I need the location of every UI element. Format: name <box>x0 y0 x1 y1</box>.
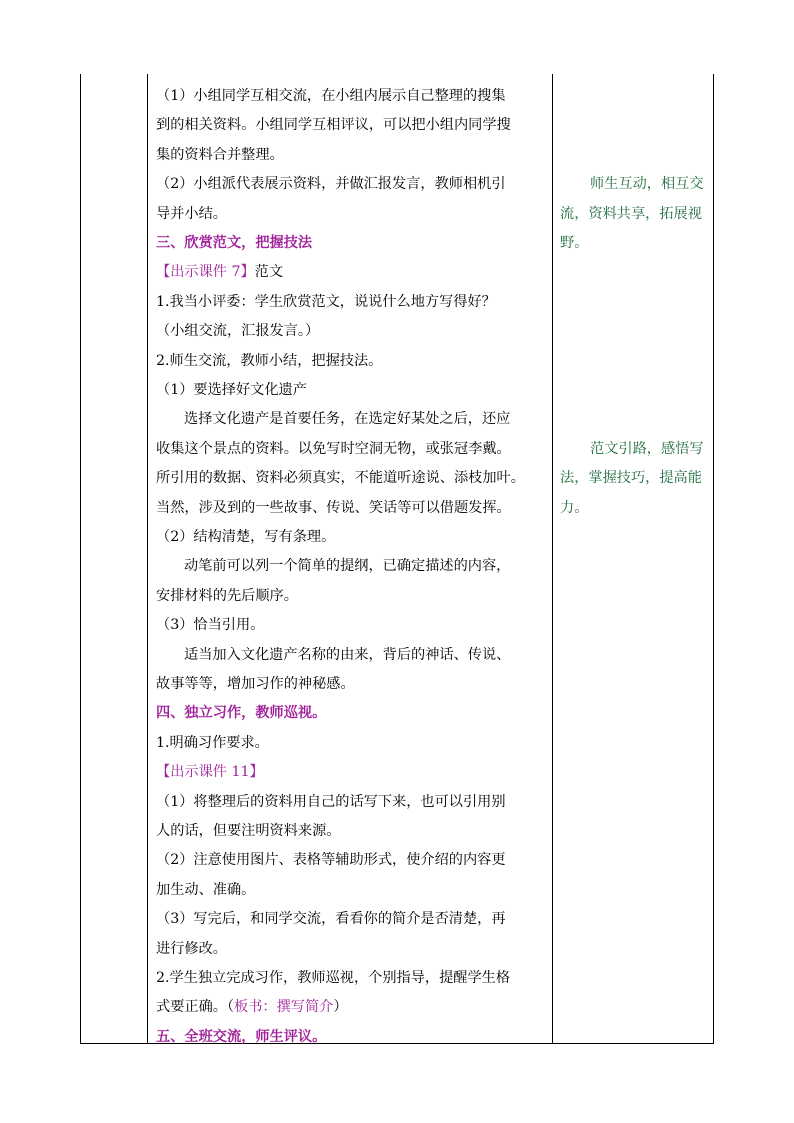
section-heading: 五、全班交流，师生评议。 <box>156 1028 327 1045</box>
text-line: 进行修改。 <box>156 940 227 957</box>
design-intent-note: 流，资料共享，拓展视 <box>560 205 702 222</box>
text-line: （小组交流，汇报发言。） <box>156 323 320 340</box>
text-line: 收集这个景点的资料。以免写时空洞无物，或张冠李戴。 <box>156 440 511 457</box>
table-border-col2 <box>552 74 553 1044</box>
design-intent-note: 范文引路，感悟写 <box>590 440 704 457</box>
text-line: 故事等等，增加习作的神秘感。 <box>156 676 355 692</box>
text-span: 板书：撰写简介 <box>234 999 334 1016</box>
text-line <box>156 762 264 782</box>
lesson-plan-table <box>80 74 713 1044</box>
text-line <box>156 997 348 1017</box>
text-span: 【出示课件 7】 <box>156 264 255 281</box>
design-intent-note: 法，掌握技巧，提高能 <box>560 470 702 487</box>
text-line: 2.学生独立完成习作，教师巡视，个别指导，提醒学生格 <box>156 970 511 986</box>
text-span: 范文 <box>254 264 284 281</box>
table-border-left <box>80 74 81 1044</box>
text-line: 2.师生交流，教师小结，把握技法。 <box>156 352 383 369</box>
design-intent-note: 力。 <box>560 499 589 516</box>
text-line: 人的话，但要注明资料来源。 <box>156 823 341 839</box>
text-line: 适当加入文化遗产名称的由来，背后的神话、传说、 <box>184 646 511 663</box>
text-line: 导并小结。 <box>156 205 227 222</box>
text-line: 动笔前可以列一个简单的提纲，已确定描述的内容， <box>184 558 511 575</box>
text-line: （1）要选择好文化遗产 <box>156 382 307 398</box>
table-border-right <box>713 74 714 1044</box>
text-line: 1.我当小评委：学生欣赏范文，说说什么地方写得好？ <box>156 293 496 310</box>
text-span: ） <box>333 999 348 1016</box>
text-line: 集的资料合并整理。 <box>156 146 284 163</box>
section-heading: 四、独立习作，教师巡视。 <box>156 705 327 722</box>
text-line: （2）小组派代表展示资料，并做汇报发言，教师相机引 <box>156 176 506 193</box>
text-line: 当然，涉及到的一些故事、传说、笑话等可以借题发挥。 <box>156 499 511 516</box>
text-span: 式要正确。（ <box>156 999 235 1016</box>
text-line: 1.明确习作要求。 <box>156 734 269 751</box>
text-line: （3）写完后，和同学交流，看看你的简介是否清楚，再 <box>156 911 506 928</box>
text-line: 加生动、准确。 <box>156 881 256 898</box>
text-line: 到的相关资料。小组同学互相评议，可以把小组内同学搜 <box>156 117 511 134</box>
text-line: （1）小组同学互相交流，在小组内展示自己整理的搜集 <box>156 88 506 104</box>
text-line: 所引用的数据、资料必须真实，不能道听途说、添枝加叶。 <box>156 470 525 487</box>
text-line: 选择文化遗产是首要任务，在选定好某处之后，还应 <box>184 411 511 428</box>
text-line: （3）恰当引用。 <box>156 617 265 634</box>
design-intent-note: 野。 <box>560 235 589 251</box>
text-line: （2）注意使用图片、表格等辅助形式，使介绍的内容更 <box>156 852 506 869</box>
text-line: （2）结构清楚，写有条理。 <box>156 529 336 545</box>
table-border-col1 <box>147 74 148 1044</box>
text-line: （1）将整理后的资料用自己的话写下来，也可以引用别 <box>156 793 506 810</box>
text-line: 安排材料的先后顺序。 <box>156 587 298 604</box>
design-intent-note: 师生互动，相互交 <box>590 176 704 193</box>
section-heading: 三、欣赏范文，把握技法 <box>156 235 313 251</box>
text-span: 【出示课件 11】 <box>156 764 264 781</box>
text-line <box>156 262 283 282</box>
